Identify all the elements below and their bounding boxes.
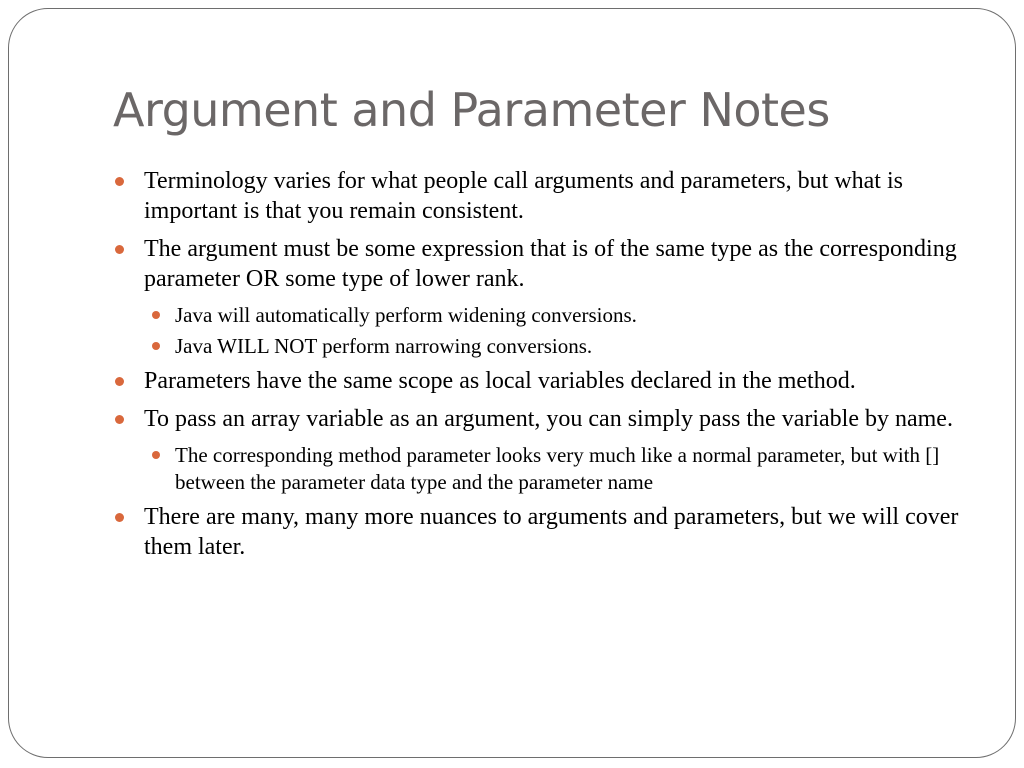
bullet-item [113,234,963,294]
bullet-item [113,404,963,434]
sub-bullet-item [113,302,963,329]
bullet-item [113,502,963,562]
sub-bullet-text: Java WILL NOT perform narrowing conversions. [175,334,593,358]
bullet-dot-icon [115,177,124,186]
bullet-text: Terminology varies for what people call arguments and parameters, but what is important is that you remain consistent. [144,168,903,224]
bullet-item [113,366,963,396]
bullet-dot-icon [115,415,124,424]
sub-bullet-item [113,442,963,496]
sub-bullet-dot-icon [152,342,160,350]
bullet-dot-icon [115,245,124,254]
bullet-dot-icon [115,513,124,522]
bullet-text: To pass an array variable as an argument, you can simply pass the variable by name. [144,406,953,432]
bullet-text: Parameters have the same scope as local variables declared in the method. [144,368,856,394]
bullet-dot-icon [115,377,124,386]
sub-bullet-item [113,333,963,360]
sub-bullet-text: The corresponding method parameter looks very much like a normal parameter, but with [] between the parameter data type and the parameter name [175,443,940,494]
sub-bullet-dot-icon [152,311,160,319]
bullet-item [113,166,963,226]
bullet-text: There are many, many more nuances to arguments and parameters, but we will cover them later. [144,504,959,560]
bullet-list [113,166,963,570]
sub-bullet-text: Java will automatically perform widening conversions. [175,303,637,327]
slide-title: Argument and Parameter Notes [113,83,830,137]
bullet-text: The argument must be some expression that is of the same type as the corresponding parameter OR some type of lower rank. [144,236,957,292]
sub-bullet-dot-icon [152,451,160,459]
